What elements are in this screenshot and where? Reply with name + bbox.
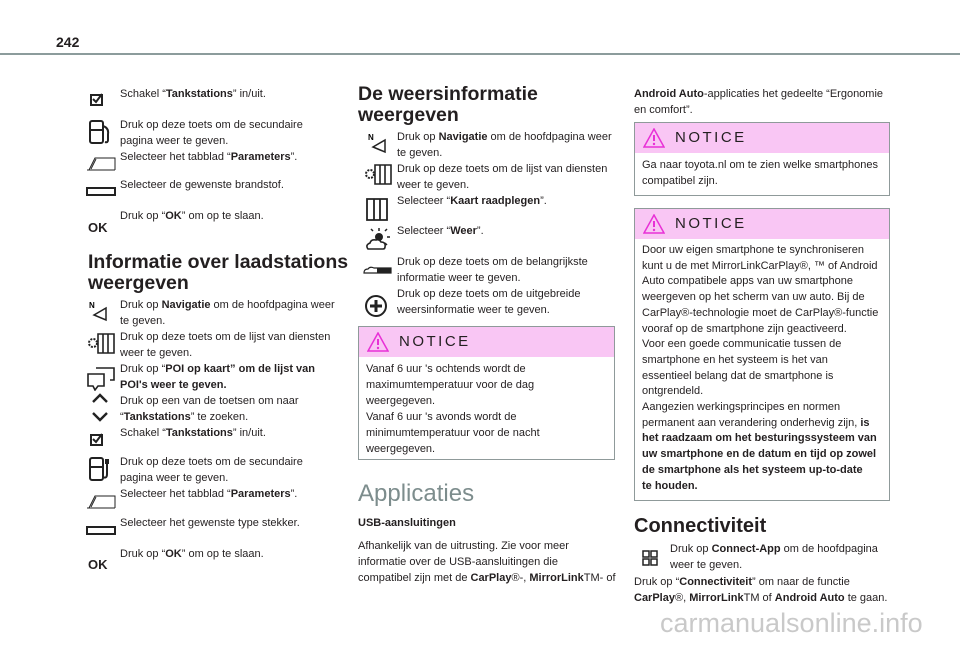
selection-bar-icon — [86, 187, 116, 196]
navigation-icon — [367, 132, 387, 154]
weather-step-services — [397, 161, 607, 193]
text-run: om de hoofdpagina weer te geven. — [120, 299, 335, 327]
notice-compatibility — [634, 122, 890, 196]
weather-step-extended — [397, 286, 580, 318]
text-run: om de hoofdpagina weer te geven. — [670, 543, 878, 571]
tab-icon — [86, 155, 116, 171]
checkbox-icon — [88, 90, 106, 108]
bold-text: Tankstations — [123, 411, 191, 423]
text-run: Druk op deze toets om de lijst van diensten weer te geven. — [397, 163, 608, 191]
step-search-tankstations — [120, 393, 299, 425]
text-run: Druk op — [397, 131, 439, 143]
chevron-down-icon — [91, 410, 109, 422]
android-auto-intro — [634, 86, 883, 118]
step-toggle-tankstations — [120, 86, 266, 102]
weather-step-select — [397, 223, 484, 239]
heading-charging-stations: Informatie over laadstations weergeven — [88, 251, 349, 294]
text-run: Schakel “ — [120, 88, 166, 100]
map-icon — [365, 196, 389, 222]
warning-icon — [367, 332, 389, 352]
text-run: Selecteer het tabblad “ — [120, 151, 231, 163]
notice-header — [635, 123, 889, 153]
section-title-applications: Applicaties — [358, 480, 475, 507]
step-plug-type — [120, 515, 300, 531]
step-secondary-page-2 — [120, 454, 303, 486]
text-run: Druk op deze toets om de belangrijkste informatie weer te geven. — [397, 256, 588, 284]
bold-text: POI op kaart” om de lijst van POI's weer te geven. — [120, 363, 316, 391]
weather-step-navigation — [397, 129, 612, 161]
step-secondary-page — [120, 117, 303, 149]
text-run: Druk op “ — [634, 576, 680, 588]
text-run: Druk op “ — [120, 548, 166, 560]
text-run: TM of — [743, 592, 775, 604]
text-run: te gaan. — [844, 592, 888, 604]
connect-app-step — [670, 541, 878, 573]
watermark: carmanualsonline.info — [660, 608, 923, 638]
bold-text: MirrorLink — [529, 572, 584, 584]
services-map-icon — [86, 331, 116, 355]
step-parameters-2 — [120, 486, 297, 502]
plus-circle-icon — [364, 294, 388, 318]
ok-icon: OK — [88, 220, 108, 235]
text-run: Door uw eigen smartphone te synchroniseren kunt u de met MirrorLinkCarPlay®, ™ of Android Auto compatibele apps van uw smartphone weergeven op het scherm van uw auto. Bij de CarPlay®-technologie moet de CarPlay®-functie vooraf op de smartphone zijn geactiveerd. Voor een goede communicatie tussen de smartphone en het systeem is het van essentieel belang dat de smartphone is ontgrendeld. Aangezien werkingsprincipes en normen permanent aan verandering onderhevig zijn, — [642, 244, 879, 429]
weather-summary-icon — [362, 262, 392, 274]
weather-step-consult-map — [397, 193, 547, 209]
notice-header — [635, 209, 889, 239]
notice-title: NOTICE — [675, 215, 747, 232]
notice-header — [359, 327, 614, 357]
connectivity-paragraph — [634, 574, 887, 606]
notice-smartphone-sync — [634, 208, 890, 501]
step-parameters — [120, 149, 297, 165]
checkbox-icon — [88, 430, 106, 448]
services-map-icon — [363, 162, 393, 186]
tab-icon — [86, 493, 116, 509]
notice-title: NOTICE — [675, 129, 747, 146]
svg-text:N: N — [368, 133, 374, 142]
notice-title: NOTICE — [399, 333, 471, 350]
bold-text: Connectiviteit — [679, 576, 752, 588]
bold-text: MirrorLink — [689, 592, 744, 604]
header-rule — [0, 53, 960, 55]
bold-text: Tankstations — [165, 88, 233, 100]
text-run: ” om naar de functie — [751, 576, 850, 588]
notice-weather — [358, 326, 615, 460]
bold-text: Navigatie — [161, 299, 211, 311]
text-run: ” te zoeken. — [190, 411, 249, 423]
connect-app-grid-icon — [642, 550, 658, 566]
text-run: Druk op een van de toetsen om naar “ — [120, 395, 299, 423]
warning-icon — [643, 128, 665, 148]
bold-text: Android Auto — [634, 88, 704, 100]
text-run: ” om op te slaan. — [181, 548, 264, 560]
text-run: ” om op te slaan. — [181, 210, 264, 222]
bold-text: OK — [165, 210, 182, 222]
text-run: ”. — [290, 488, 298, 500]
bold-text: OK — [165, 548, 182, 560]
weather-icon — [364, 226, 392, 252]
text-run: ” in/uit. — [232, 88, 266, 100]
heading-weather: De weersinformatie weergeven — [358, 83, 538, 126]
text-run: Druk op — [120, 299, 162, 311]
text-run: ”. — [540, 195, 547, 207]
poi-icon — [86, 365, 116, 391]
text-run: ” in/uit. — [232, 427, 266, 439]
selection-bar-icon — [86, 526, 116, 535]
weather-step-key-info — [397, 254, 588, 286]
svg-text:N: N — [89, 301, 95, 310]
notice-body — [635, 153, 889, 195]
text-run: ®-, — [511, 572, 530, 584]
step-fuel — [120, 177, 284, 193]
text-run: ”. — [290, 151, 298, 163]
step-services — [120, 329, 330, 361]
bold-text: Parameters — [230, 151, 291, 163]
text-run: Ga naar toyota.nl om te zien welke smartphones compatibel zijn. — [642, 159, 879, 187]
bold-text: Kaart raadplegen — [450, 195, 541, 207]
text-run: Druk op — [670, 543, 712, 555]
text-run: Vanaf 6 uur 's ochtends wordt de maximumtemperatuur voor de dag weergegeven. Vanaf 6 uur 's avonds wordt de minimumtemperatuur voor de nacht weergegeven. — [366, 363, 540, 455]
heading-connectivity: Connectiviteit — [634, 515, 767, 537]
text-run: Druk op deze toets om de secundaire pagina weer te geven. — [120, 119, 303, 147]
charging-station-icon — [86, 455, 114, 483]
text-run: Selecteer “ — [397, 225, 451, 237]
text-run: Schakel “ — [120, 427, 166, 439]
text-run: Selecteer het tabblad “ — [120, 488, 231, 500]
step-ok-2 — [120, 546, 264, 562]
text-run: Selecteer de gewenste brandstof. — [120, 179, 284, 191]
notice-body — [359, 357, 614, 463]
usb-paragraph — [358, 538, 616, 586]
text-run: Afhankelijk van de uitrusting. Zie voor meer informatie over de USB-aansluitingen die compatibel zijn met de — [358, 540, 569, 584]
bold-text: Weer — [450, 225, 477, 237]
step-poi — [120, 361, 315, 393]
page-number: 242 — [56, 34, 80, 50]
chevron-up-icon — [91, 391, 109, 403]
navigation-icon — [88, 300, 108, 322]
text-run: Druk op deze toets om de uitgebreide weersinformatie weer te geven. — [397, 288, 581, 316]
bold-text: Connect-App — [711, 543, 781, 555]
notice-body — [635, 239, 889, 500]
text-run: Selecteer “ — [397, 195, 451, 207]
bold-text: Parameters — [230, 488, 291, 500]
text-run: -applicaties het gedeelte “Ergonomie en comfort”. — [634, 88, 884, 116]
subheading-usb: USB-aansluitingen — [358, 517, 456, 529]
text-run: Druk op deze toets om de secundaire pagina weer te geven. — [120, 456, 303, 484]
text-run: ”. — [476, 225, 484, 237]
ok-icon: OK — [88, 557, 108, 572]
bold-text: is het raadzaam om het besturingssysteem van uw smartphone en de datum en tijd op zowel de smartphone als het systeem up-to-date te houden. — [642, 416, 877, 492]
text-run: Druk op “ — [120, 363, 166, 375]
bold-text: Android Auto — [774, 592, 845, 604]
text-run: Selecteer het gewenste type stekker. — [120, 517, 300, 529]
text-run: Druk op deze toets om de lijst van diensten weer te geven. — [120, 331, 331, 359]
step-navigation — [120, 297, 335, 329]
text-run: TM- of — [583, 572, 616, 584]
text-run: om de hoofdpagina weer te geven. — [397, 131, 612, 159]
step-toggle-tankstations-2 — [120, 425, 266, 441]
step-ok — [120, 208, 264, 224]
text-run: ®, — [674, 592, 690, 604]
bold-text: Tankstations — [165, 427, 233, 439]
bold-text: CarPlay — [470, 572, 512, 584]
warning-icon — [643, 214, 665, 234]
bold-text: CarPlay — [634, 592, 675, 604]
text-run: Druk op “ — [120, 210, 166, 222]
bold-text: Navigatie — [438, 131, 488, 143]
fuel-pump-icon — [86, 118, 114, 146]
